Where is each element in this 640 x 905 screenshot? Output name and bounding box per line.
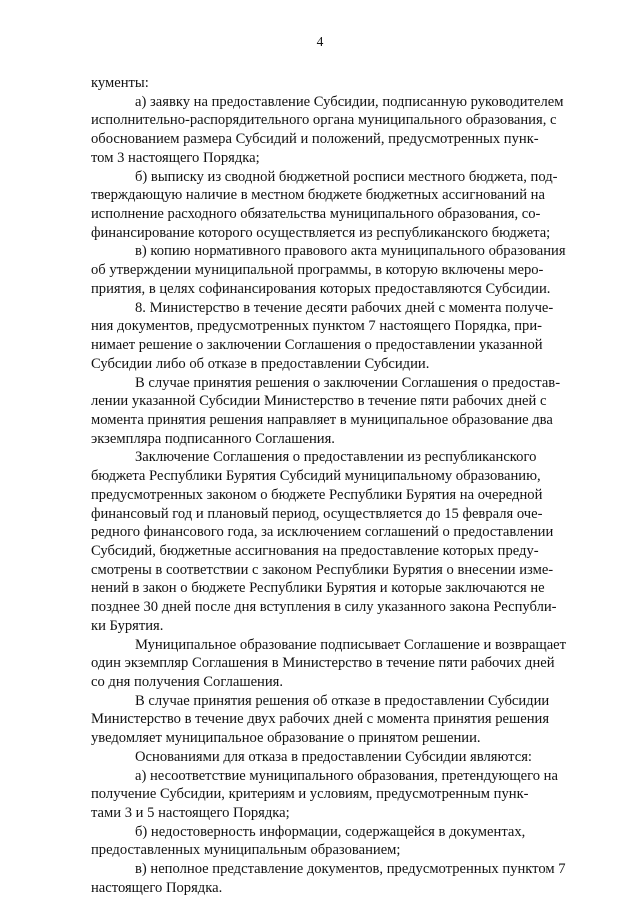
text-line: лении указанной Субсидии Министерство в течение пяти рабочих дней с [91, 393, 547, 410]
text-line: получение Субсидии, критериям и условиям, предусмотренным пунк- [91, 786, 529, 803]
text-line: уведомляет муниципальное образование о принятом решении. [91, 730, 481, 747]
text-line: позднее 30 дней после дня вступления в силу указанного закона Республи- [91, 599, 557, 616]
text-line: приятия, в целях софинансирования которых предоставляются Субсидии. [91, 280, 551, 297]
text-line: Министерство в течение двух рабочих дней с момента принятия решения [91, 711, 550, 728]
text-line: тами 3 и 5 настоящего Порядка; [91, 805, 290, 822]
text-line: ки Бурятия. [91, 617, 164, 634]
paragraph-p11 [91, 823, 583, 860]
text-line: тверждающую наличие в местном бюджете бюджетных ассигнований на [91, 187, 545, 204]
text-line: а) несоответствие муниципального образования, претендующего на [135, 767, 558, 784]
text-line: об утверждении муниципальной программы, в которую включены меро- [91, 262, 544, 279]
text-line: Заключение Соглашения о предоставлении из республиканского [135, 449, 537, 466]
document-body [91, 74, 583, 898]
text-line: со дня получения Соглашения. [91, 674, 284, 690]
text-line: Субсидий, бюджетные ассигнования на предоставление которых преду- [91, 542, 539, 559]
text-line: один экземпляр Соглашения в Министерство в течение пяти рабочих дней [91, 655, 555, 672]
paragraph-p6 [91, 448, 583, 635]
page-number: 4 [316, 34, 324, 49]
text-line: нимает решение о заключении Соглашения о предоставлении указанной [91, 337, 543, 354]
text-line: нений в закон о бюджете Республики Бурятия и которые заключаются не [91, 580, 545, 597]
text-line: Субсидии либо об отказе в предоставлении Субсидии. [91, 355, 430, 372]
text-line: настоящего Порядка. [91, 879, 223, 896]
text-line: б) недостоверность информации, содержащейся в документах, [135, 823, 526, 840]
text-line: экземпляра подписанного Соглашения. [91, 430, 335, 447]
text-line: финансовый год и плановый период, осуществляется до 15 февраля оче- [91, 505, 543, 522]
paragraph-p2 [91, 168, 583, 243]
text-line: бюджета Республики Бурятия Субсидий муниципальному образованию, [91, 468, 541, 485]
paragraph-p7 [91, 636, 583, 692]
text-line: Муниципальное образование подписывает Соглашение и возвращает [135, 636, 567, 653]
text-line: 8. Министерство в течение десяти рабочих дней с момента получе- [135, 299, 554, 316]
text-line: исполнение расходного обязательства муниципального образования, со- [91, 206, 541, 223]
text-line: финансирование которого осуществляется из республиканского бюджета; [91, 224, 551, 241]
text-line: ния документов, предусмотренных пунктом 7 настоящего Порядка, при- [91, 318, 543, 335]
text-line: в) неполное представление документов, предусмотренных пунктом 7 [135, 861, 566, 878]
paragraph-p1 [91, 93, 583, 168]
paragraph-p0 [91, 74, 583, 93]
paragraph-p3 [91, 242, 583, 298]
text-line: в) копию нормативного правового акта муниципального образования [135, 243, 566, 260]
paragraph-p10 [91, 767, 583, 823]
text-line: предусмотренных законом о бюджете Республики Бурятия на очередной [91, 486, 543, 503]
text-line: том 3 настоящего Порядка; [91, 149, 260, 166]
text-line: предоставленных муниципальным образованием; [91, 842, 401, 859]
paragraph-p4 [91, 299, 583, 374]
paragraph-p8 [91, 692, 583, 748]
text-line: редного финансового года, за исключением соглашений о предоставлении [91, 524, 554, 541]
text-line: обоснованием размера Субсидий и положений, предусмотренных пунк- [91, 131, 539, 148]
paragraph-p12 [91, 860, 583, 897]
text-line: В случае принятия решения об отказе в предоставлении Субсидии [135, 692, 550, 709]
text-line: б) выписку из сводной бюджетной росписи местного бюджета, под- [135, 168, 558, 185]
text-line: В случае принятия решения о заключении Соглашения о предостав- [135, 374, 561, 391]
text-line: момента принятия решения направляет в муниципальное образование два [91, 411, 553, 428]
text-line: исполнительно-распорядительного органа муниципального образования, с [91, 112, 557, 129]
text-line: смотрены в соответствии с законом Республики Бурятия о внесении изме- [91, 561, 554, 578]
paragraph-p9 [91, 748, 583, 767]
text-line: кументы: [91, 75, 149, 91]
paragraph-p5 [91, 374, 583, 449]
text-line: а) заявку на предоставление Субсидии, подписанную руководителем [135, 93, 564, 110]
text-line: Основаниями для отказа в предоставлении Субсидии являются: [135, 748, 532, 765]
